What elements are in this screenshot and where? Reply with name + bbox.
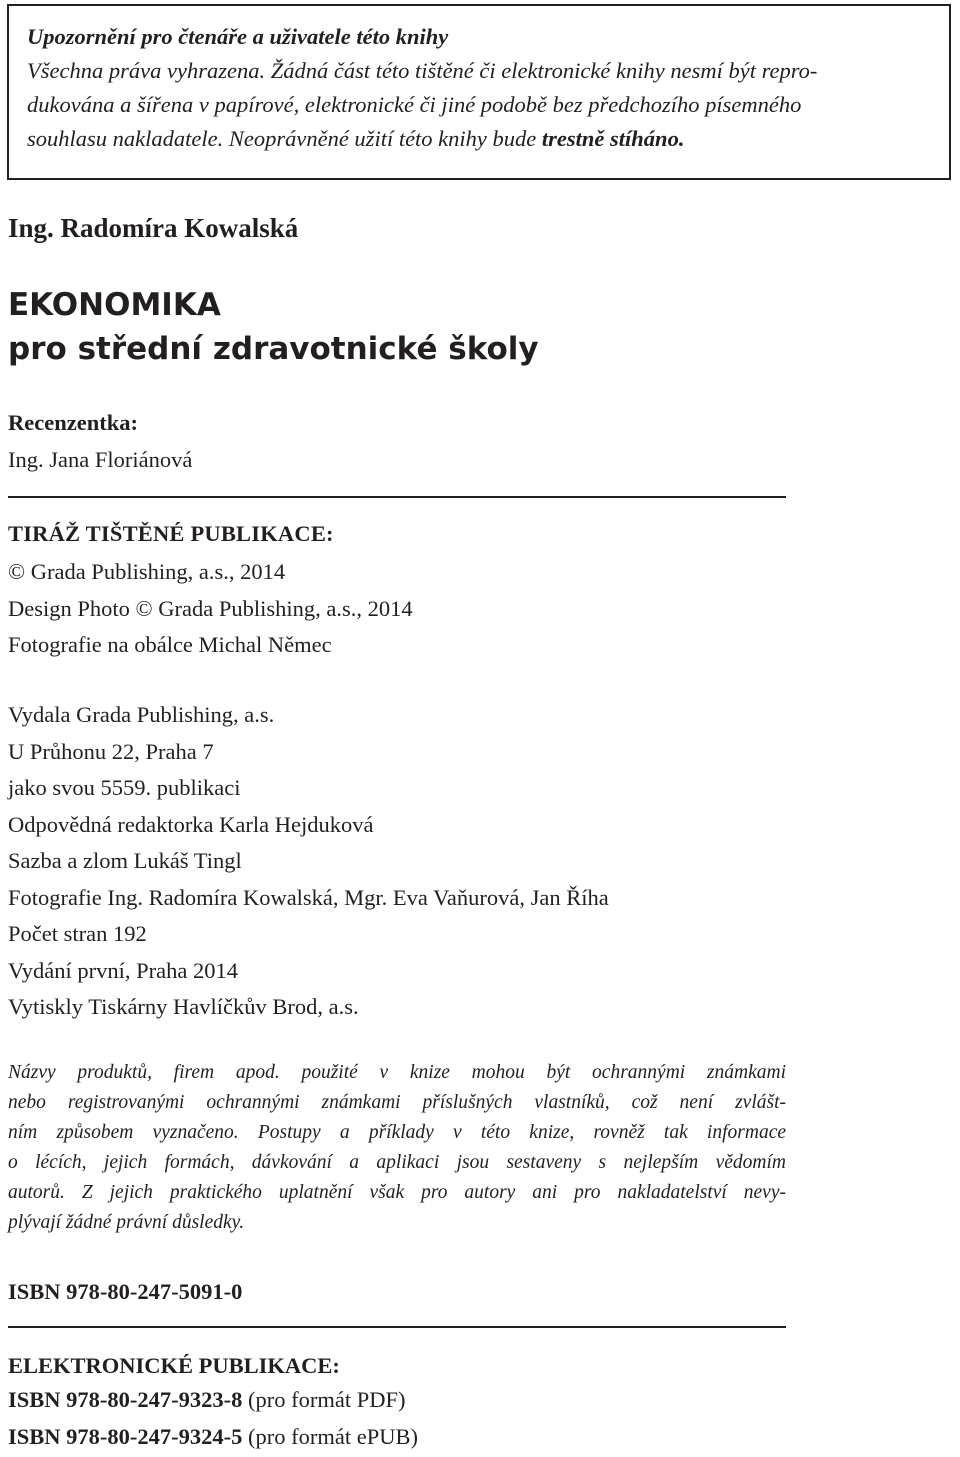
disclaimer-line: ním způsobem vyznačeno. Postupy a příklady v této knize, rovněž tak informace: [8, 1122, 786, 1143]
imprint-detail-line: Vydala Grada Publishing, a.s.: [8, 702, 275, 727]
imprint-detail-line: Vytiskly Tiskárny Havlíčkův Brod, a.s.: [8, 994, 359, 1019]
disclaimer-line: plývají žádné právní důsledky.: [8, 1212, 245, 1233]
disclaimer-line: Názvy produktů, firem apod. použité v knize mohou být ochrannými známkami: [8, 1062, 786, 1083]
notice-line: Všechna práva vyhrazena. Žádná část této tištěné či elektronické knihy nesmí být repro-: [27, 58, 818, 83]
isbn-pdf: ISBN 978-80-247-9323-8: [8, 1387, 243, 1412]
imprint-copyrights: [8, 554, 413, 664]
isbn-epub-line: [8, 1424, 418, 1450]
imprint-detail-line: Odpovědná redaktorka Karla Hejduková: [8, 811, 374, 837]
imprint-detail-line: Počet stran 192: [8, 921, 147, 946]
disclaimer-line: autorů. Z jejich praktického uplatnění však pro autory ani pro nakladatelství nevy-: [8, 1182, 786, 1203]
book-title: [8, 283, 539, 371]
copyright-line: © Grada Publishing, a.s., 2014: [8, 559, 286, 584]
isbn-print: ISBN 978-80-247-5091-0: [8, 1279, 243, 1304]
notice-emphasis: trestně stíháno.: [541, 126, 685, 151]
format-epub-label: (pro formát ePUB): [242, 1424, 418, 1449]
isbn-epub: ISBN 978-80-247-9324-5: [8, 1424, 243, 1449]
trademark-disclaimer: [8, 1058, 786, 1238]
imprint-heading: TIRÁŽ TIŠTĚNÉ PUBLIKACE:: [8, 521, 334, 546]
isbn-pdf-line: [8, 1387, 405, 1413]
format-pdf-label: (pro formát PDF): [242, 1387, 406, 1412]
reviewer-label: Recenzentka:: [8, 410, 138, 435]
divider: [8, 496, 786, 498]
notice-title: Upozornění pro čtenáře a uživatele této knihy: [27, 24, 449, 49]
notice-line: dukována a šířena v papírové, elektronické či jiné podobě bez předchozího písemného: [27, 92, 802, 117]
book-title-line: EKONOMIKA: [8, 287, 221, 323]
disclaimer-line: o lécích, jejich formách, dávkování a aplikaci jsou sestaveny s nejlepším vědomím: [8, 1152, 786, 1173]
imprint-detail-line: Fotografie Ing. Radomíra Kowalská, Mgr. Eva Vaňurová, Jan Říha: [8, 884, 609, 910]
copyright-line: Design Photo © Grada Publishing, a.s., 2014: [8, 595, 413, 621]
imprint-detail-line: Sazba a zlom Lukáš Tingl: [8, 848, 242, 873]
imprint-detail-line: Vydání první, Praha 2014: [8, 957, 238, 983]
imprint-detail-line: U Průhonu 22, Praha 7: [8, 738, 214, 764]
book-subtitle-line: pro střední zdravotnické školy: [8, 331, 539, 367]
notice-line-text: souhlasu nakladatele. Neoprávněné užití této knihy bude: [27, 126, 542, 151]
disclaimer-line: nebo registrovanými ochrannými známkami příslušných vlastníků, což není zvlášt-: [8, 1092, 786, 1113]
electronic-heading: ELEKTRONICKÉ PUBLIKACE:: [8, 1353, 340, 1378]
copyright-notice-box: [7, 4, 951, 180]
reviewer-name: Ing. Jana Floriánová: [8, 447, 193, 472]
imprint-detail-line: jako svou 5559. publikaci: [8, 775, 241, 800]
cover-photo-credit: Fotografie na obálce Michal Němec: [8, 632, 332, 657]
imprint-details: [8, 697, 609, 1026]
notice-line: [27, 122, 931, 156]
divider: [8, 1326, 786, 1328]
author-name: Ing. Radomíra Kowalská: [8, 213, 299, 243]
